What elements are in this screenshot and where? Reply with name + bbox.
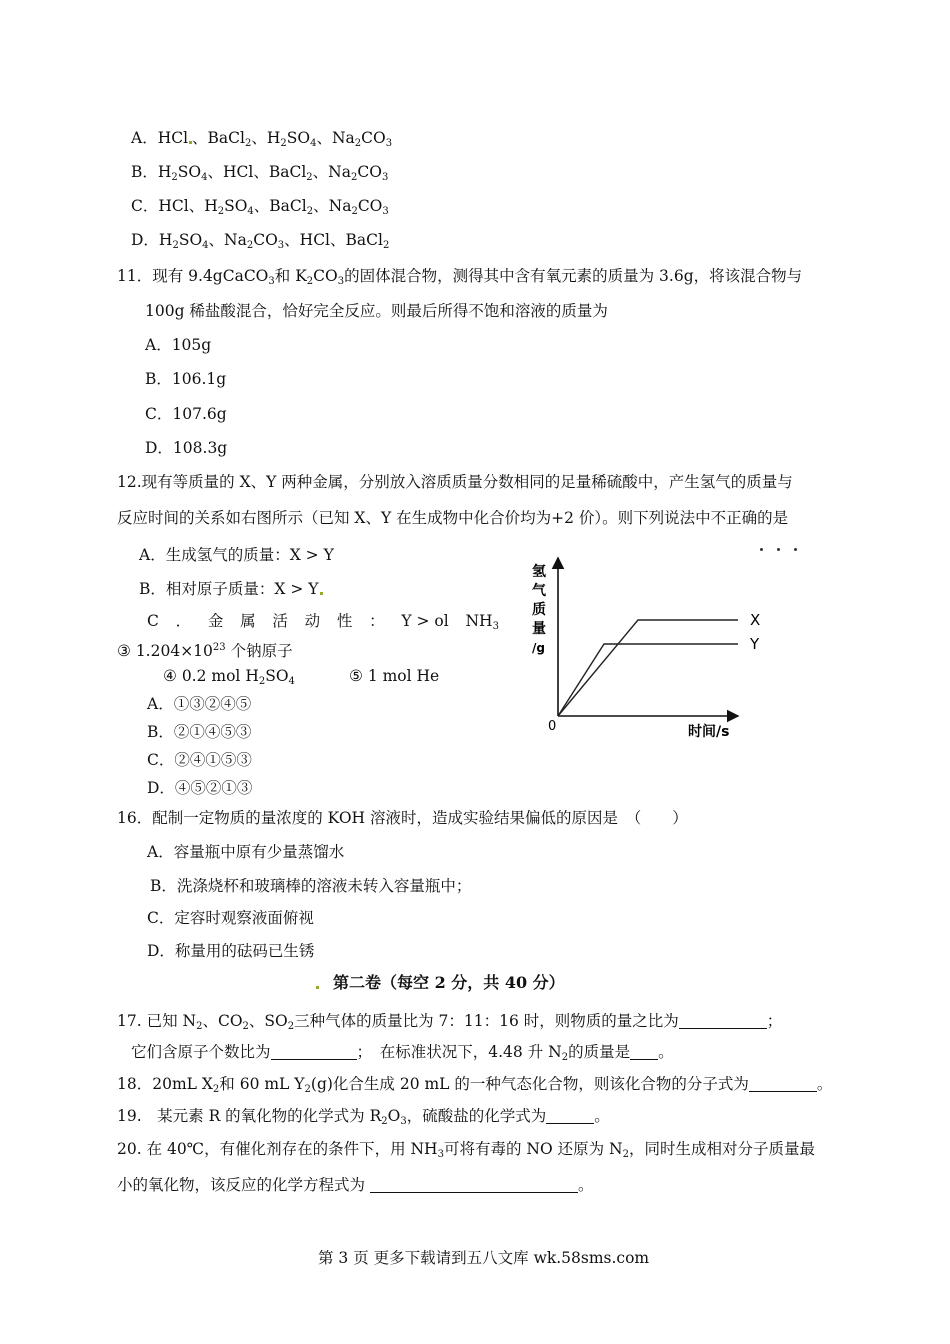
hydrogen-mass-chart [520, 550, 761, 750]
q11-option-d: D．108.3g [145, 439, 228, 457]
q15-option-a: A．①③②④⑤ [147, 695, 252, 713]
y-axis-label-char: 量 [532, 621, 546, 637]
q11-option-a: A．105g [145, 336, 212, 354]
q12-option-a: A．生成氢气的质量：X > Y [139, 546, 334, 564]
y-axis-label-char: 质 [532, 602, 546, 618]
q16-option-b: B．洗涤烧杯和玻璃棒的溶液未转入容量瓶中； [150, 877, 472, 895]
q15-option-c: C．②④①⑤③ [147, 751, 252, 769]
q11-option-b: B．106.1g [145, 370, 227, 388]
q15-item-4: ④ 0.2 mol $H_2SO_4$ [163, 667, 295, 687]
q11-option-c: C．107.6g [145, 405, 227, 423]
q16-stem: 16．配制一定物质的量浓度的 KOH 溶液时，造成实验结果偏低的原因是 （ ） [117, 809, 688, 827]
q16-option-a: A．容量瓶中原有少量蒸馏水 [147, 843, 345, 861]
stray-mark [320, 592, 323, 595]
q12-option-c: C ． 金 属 活 动 性 ： Y > ol NH3 [147, 612, 499, 632]
origin-label: 0 [548, 719, 557, 734]
page-footer: 第 3 页 更多下载请到五八文库 wk.58sms.com [318, 1249, 650, 1267]
section-2-title: 第二卷（每空 2 分，共 40 分） [315, 973, 565, 993]
q20-line2: 小的氧化物，该反应的化学方程式为 。 [117, 1176, 594, 1194]
answer-blank[interactable] [370, 1176, 578, 1193]
series-x-label: X [750, 611, 761, 629]
q10-option-c: C．HCl、$H_2SO_4$、BaCl$_2$、$Na_2CO_3$ [131, 197, 389, 217]
q11-stem-line2: 100g 稀盐酸混合，恰好完全反应。则最后所得不饱和溶液的质量为 [145, 302, 608, 320]
answer-blank[interactable] [630, 1043, 658, 1060]
answer-blank[interactable] [271, 1043, 357, 1060]
q16-option-d: D．称量用的砝码已生锈 [147, 942, 315, 960]
answer-blank[interactable] [679, 1012, 767, 1029]
x-axis-label: 时间/s [688, 724, 730, 740]
q17-line2: 它们含原子个数比为 ； 在标准状况下，4.48 升 $N_2$的质量是 。 [131, 1043, 674, 1063]
q19-line: 19. 某元素 R 的氧化物的化学式为 $R_2O_3$，硫酸盐的化学式为 。 [117, 1107, 610, 1127]
q16-option-c: C．定容时观察液面俯视 [147, 909, 314, 927]
y-axis-label-char: 氢 [532, 564, 546, 580]
stray-mark [316, 986, 319, 989]
emphasis-dots [753, 522, 804, 551]
series-y-line [558, 644, 738, 716]
q12-stem-line1: 12.现有等质量的 X、Y 两种金属，分别放入溶质质量分数相同的足量稀硫酸中，产生氢气的质量与 [117, 473, 793, 491]
series-x-line [558, 620, 738, 716]
q11-stem-line1: 11．现有 9.4gCaCO$_3$和 $K_2CO_3$的固体混合物，测得其中含有氧元素的质量为 3.6g，将该混合物与 [117, 267, 803, 287]
q15-option-b: B．②①④⑤③ [147, 723, 252, 741]
q18-line: 18．20mL $X_2$和 60 mL $Y_2(g)$化合生成 20 mL 的一种气态化合物，则该化合物的分子式为 。 [117, 1075, 833, 1095]
answer-blank[interactable] [546, 1107, 594, 1124]
q15-option-d: D．④⑤②①③ [147, 779, 253, 797]
y-axis-label [532, 563, 547, 655]
q15-item-5: ⑤ 1 mol He [349, 667, 440, 685]
y-axis-label-char: /g [532, 641, 545, 655]
y-axis-label-char: 气 [532, 583, 546, 599]
answer-blank[interactable] [749, 1075, 817, 1092]
series-y-label: Y [750, 635, 760, 653]
q12-option-b: B．相对原子质量：X > Y [139, 579, 323, 599]
q15-item-3: ③ $1.204\times 10^{23}$ 个钠原子 [117, 642, 293, 660]
q12-stem-line2: 反应时间的关系如右图所示（已知 X、Y 在生成物中化合价均为+2 价）。则下列说法中不正确的是 [117, 509, 789, 527]
q10-option-b: B．$H_2SO_4$、HCl、BaCl$_2$、$Na_2CO_3$ [131, 163, 389, 183]
q17-line1: 17. 已知 $N_2$、$CO_2$、$SO_2$三种气体的质量比为 7：11：16 时，则物质的量之比为 ； [117, 1012, 783, 1032]
q10-option-d: D．$H_2SO_4$、$Na_2CO_3$、HCl、BaCl$_2$ [131, 231, 390, 251]
q10-option-a: A．HCl 、BaCl$_2$、$H_2SO_4$、$Na_2CO_3$ [131, 129, 393, 149]
q20-line1: 20. 在 40℃，有催化剂存在的条件下，用 $NH_3$可将有毒的 NO 还原为 $N_2$，同时生成相对分子质量最 [117, 1140, 815, 1160]
